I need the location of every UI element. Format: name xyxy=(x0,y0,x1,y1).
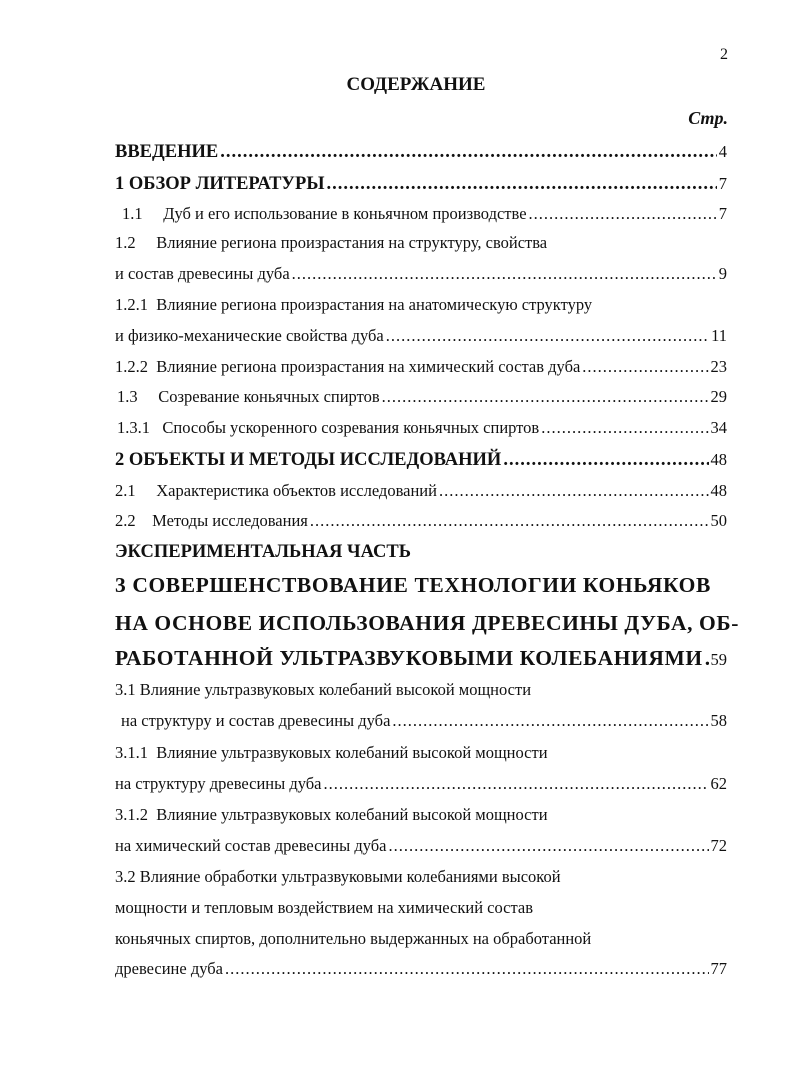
toc-entry-title: 3.2 Влияние обработки ультразвуковыми колебаниями высокой xyxy=(115,867,561,886)
toc-entry-title: ЭКСПЕРИМЕНТАЛЬНАЯ ЧАСТЬ xyxy=(115,542,411,562)
toc-entry xyxy=(115,294,727,316)
toc-entry xyxy=(115,173,727,195)
toc-entry-page: 58 xyxy=(710,711,727,730)
toc-entry xyxy=(115,325,727,347)
toc-entry xyxy=(121,710,727,732)
toc-entry-page: 4 xyxy=(718,142,727,161)
toc-entry-page: 62 xyxy=(710,774,727,793)
toc-entry-title: 1.2 Влияние региона произрастания на структуру, свойства xyxy=(115,233,548,252)
toc-entry xyxy=(115,742,727,764)
toc-entry xyxy=(115,958,727,980)
dot-leader xyxy=(541,417,708,439)
dot-leader xyxy=(292,263,717,285)
toc-entry xyxy=(115,541,727,563)
toc-entry-title: 1.3 Созревание коньячных спиртов xyxy=(117,387,380,406)
toc-entry-title: 3.1.2 Влияние ультразвуковых колебаний высокой мощности xyxy=(115,805,548,824)
toc-entry-title: ВВЕДЕНИЕ xyxy=(115,142,219,162)
toc-entry-title: и физико-механические свойства дуба xyxy=(115,326,384,345)
toc-entry xyxy=(115,804,727,826)
page-column-label: Стр. xyxy=(688,108,728,128)
toc-entry xyxy=(115,232,727,254)
toc-entry-title: 3.1 Влияние ультразвуковых колебаний высокой мощности xyxy=(115,680,532,699)
toc-entry xyxy=(115,647,727,671)
toc-entry-page: 48 xyxy=(710,481,727,500)
dot-leader xyxy=(503,449,708,471)
toc-entry-page: 72 xyxy=(710,836,727,855)
page-title: СОДЕРЖАНИЕ xyxy=(346,74,486,95)
toc-entry-title: и состав древесины дуба xyxy=(115,264,290,283)
toc-entry-page: 7 xyxy=(718,204,727,223)
toc-entry xyxy=(115,679,727,701)
toc-entry-title: 2.1 Характеристика объектов исследований xyxy=(115,481,437,500)
toc-entry xyxy=(115,773,727,795)
toc-entry-title: 3 СОВЕРШЕНСТВОВАНИЕ ТЕХНОЛОГИИ КОНЬЯКОВ xyxy=(115,573,711,597)
toc-entry-title: 1.3.1 Способы ускоренного созревания коньячных спиртов xyxy=(117,418,540,437)
toc-entry xyxy=(115,263,727,285)
toc-entry xyxy=(115,141,727,163)
toc-entry-page: 59 xyxy=(710,650,727,669)
dot-leader xyxy=(382,386,709,408)
toc-entry-title: на структуру и состав древесины дуба xyxy=(121,711,391,730)
toc-entry xyxy=(115,574,727,596)
toc-entry-page: 29 xyxy=(710,387,727,406)
dot-leader xyxy=(392,710,708,732)
dot-leader xyxy=(439,480,709,502)
toc-entry-title: 3.1.1 Влияние ультразвуковых колебаний высокой мощности xyxy=(115,743,548,762)
page-number: 2 xyxy=(720,46,728,63)
toc-entry-page: 48 xyxy=(710,450,727,469)
dot-leader xyxy=(529,203,717,225)
toc-entry-page: 11 xyxy=(711,326,727,345)
dot-leader xyxy=(326,173,716,195)
toc-entry-page: 7 xyxy=(718,174,727,193)
toc-entry-title: 1.2.1 Влияние региона произрастания на анатомическую структуру xyxy=(115,295,593,314)
dot-leader xyxy=(225,958,709,980)
dot-leader xyxy=(389,835,709,857)
toc-entry-page: 9 xyxy=(718,264,727,283)
toc-entry xyxy=(117,417,727,439)
dot-leader xyxy=(323,773,708,795)
toc-entry-page: 50 xyxy=(710,511,727,530)
toc-entry-title: коньячных спиртов, дополнительно выдержанных на обработанной xyxy=(115,929,592,948)
dot-leader xyxy=(386,325,709,347)
toc-entry-title: древесине дуба xyxy=(115,959,223,978)
toc-entry-title: мощности и тепловым воздействием на химический состав xyxy=(115,898,533,917)
toc-entry-title: 2.2 Методы исследования xyxy=(115,511,308,530)
toc-entry xyxy=(115,928,727,950)
dot-leader xyxy=(582,356,708,378)
dot-leader xyxy=(220,141,717,163)
toc-entry-page: 77 xyxy=(710,959,727,978)
toc-entry-page: 23 xyxy=(710,357,727,376)
toc-entry xyxy=(115,449,727,471)
toc-entry xyxy=(117,386,727,408)
toc-entry xyxy=(115,510,727,532)
toc-entry xyxy=(115,835,727,857)
toc-entry xyxy=(115,897,727,919)
toc-entry-title: 2 ОБЪЕКТЫ И МЕТОДЫ ИССЛЕДОВАНИЙ xyxy=(115,450,502,470)
toc-entry-title: на химический состав древесины дуба xyxy=(115,836,387,855)
toc-entry-title: РАБОТАННОЙ УЛЬТРАЗВУКОВЫМИ КОЛЕБАНИЯМИ xyxy=(115,646,703,670)
toc-entry-title: НА ОСНОВЕ ИСПОЛЬЗОВАНИЯ ДРЕВЕСИНЫ ДУБА, ОБ- xyxy=(115,611,739,635)
toc-entry-title: 1.2.2 Влияние региона произрастания на химический состав дуба xyxy=(115,357,581,376)
toc-entry xyxy=(122,203,727,225)
toc-entry-page: 34 xyxy=(710,418,727,437)
toc-entry xyxy=(115,611,739,635)
toc-entry xyxy=(115,356,727,378)
toc-entry-title: 1 ОБЗОР ЛИТЕРАТУРЫ xyxy=(115,174,325,194)
toc-entry xyxy=(115,480,727,502)
toc-entry-title: на структуру древесины дуба xyxy=(115,774,322,793)
dot-leader xyxy=(310,510,709,532)
dot-leader xyxy=(705,647,709,669)
toc-entry-title: 1.1 Дуб и его использование в коньячном производстве xyxy=(122,204,527,223)
toc-entry xyxy=(115,866,727,888)
